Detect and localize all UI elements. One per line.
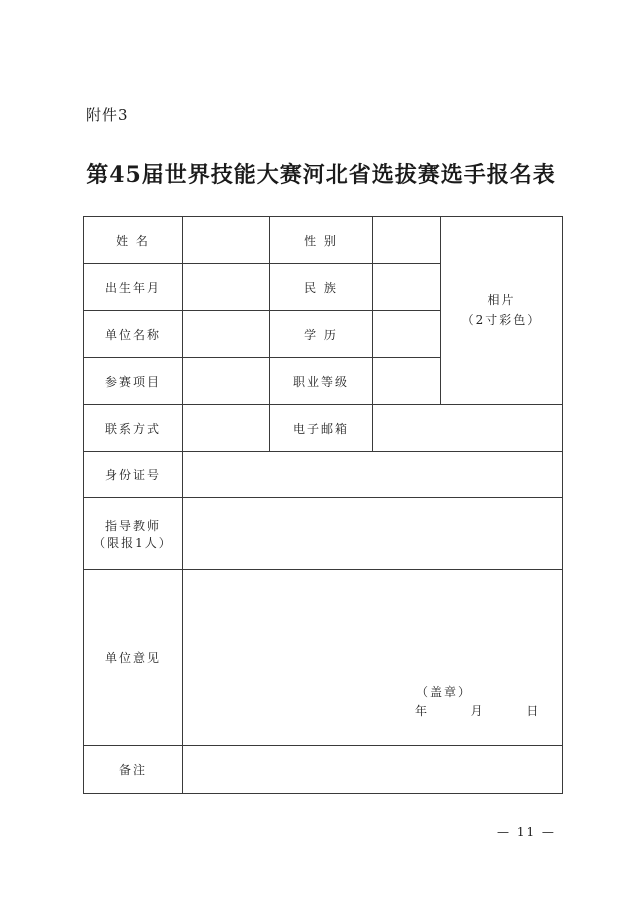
gender-label: 性 别 (270, 217, 373, 264)
remarks-value-cell[interactable] (183, 746, 563, 794)
unit-opinion-cell[interactable] (183, 570, 563, 746)
birth-label: 出生年月 (84, 264, 183, 311)
mentor-limit-label: （限报1人） (93, 535, 173, 550)
ethnicity-label: 民 族 (270, 264, 373, 311)
contact-value-cell[interactable] (183, 405, 270, 452)
gender-value-cell[interactable] (373, 217, 441, 264)
page-title: 第45届世界技能大赛河北省选拔赛选手报名表 (86, 162, 556, 188)
education-value-cell[interactable] (373, 311, 441, 358)
page-number: — 11 — (497, 825, 556, 839)
email-label: 电子邮箱 (270, 405, 373, 452)
photo-cell[interactable] (441, 217, 563, 405)
remarks-label: 备注 (84, 746, 183, 794)
photo-label: 相片 (487, 293, 516, 308)
date-year: 年 (415, 704, 430, 718)
skill-level-label: 职业等级 (270, 358, 373, 405)
name-value-cell[interactable] (183, 217, 270, 264)
unit-name-label: 单位名称 (84, 311, 183, 358)
event-label: 参赛项目 (84, 358, 183, 405)
email-value-cell[interactable] (373, 405, 563, 452)
birth-value-cell[interactable] (183, 264, 270, 311)
registration-form-table (83, 216, 563, 794)
date-month: 月 (470, 704, 485, 718)
date-day: 日 (526, 704, 541, 718)
event-value-cell[interactable] (183, 358, 270, 405)
photo-size-label: （2寸彩色） (461, 312, 542, 327)
id-value-cell[interactable] (183, 452, 563, 498)
id-label: 身份证号 (84, 452, 183, 498)
seal-text: （盖章） (416, 685, 473, 699)
mentor-label: 指导教师 (104, 518, 161, 533)
name-label: 姓 名 (84, 217, 183, 264)
mentor-label-cell (84, 498, 183, 570)
unit-name-value-cell[interactable] (183, 311, 270, 358)
education-label: 学 历 (270, 311, 373, 358)
skill-level-value-cell[interactable] (373, 358, 441, 405)
mentor-value-cell[interactable] (183, 498, 563, 570)
unit-opinion-label: 单位意见 (84, 570, 183, 746)
contact-label: 联系方式 (84, 405, 183, 452)
date-line (415, 702, 540, 719)
attachment-label: 附件3 (86, 106, 129, 124)
ethnicity-value-cell[interactable] (373, 264, 441, 311)
